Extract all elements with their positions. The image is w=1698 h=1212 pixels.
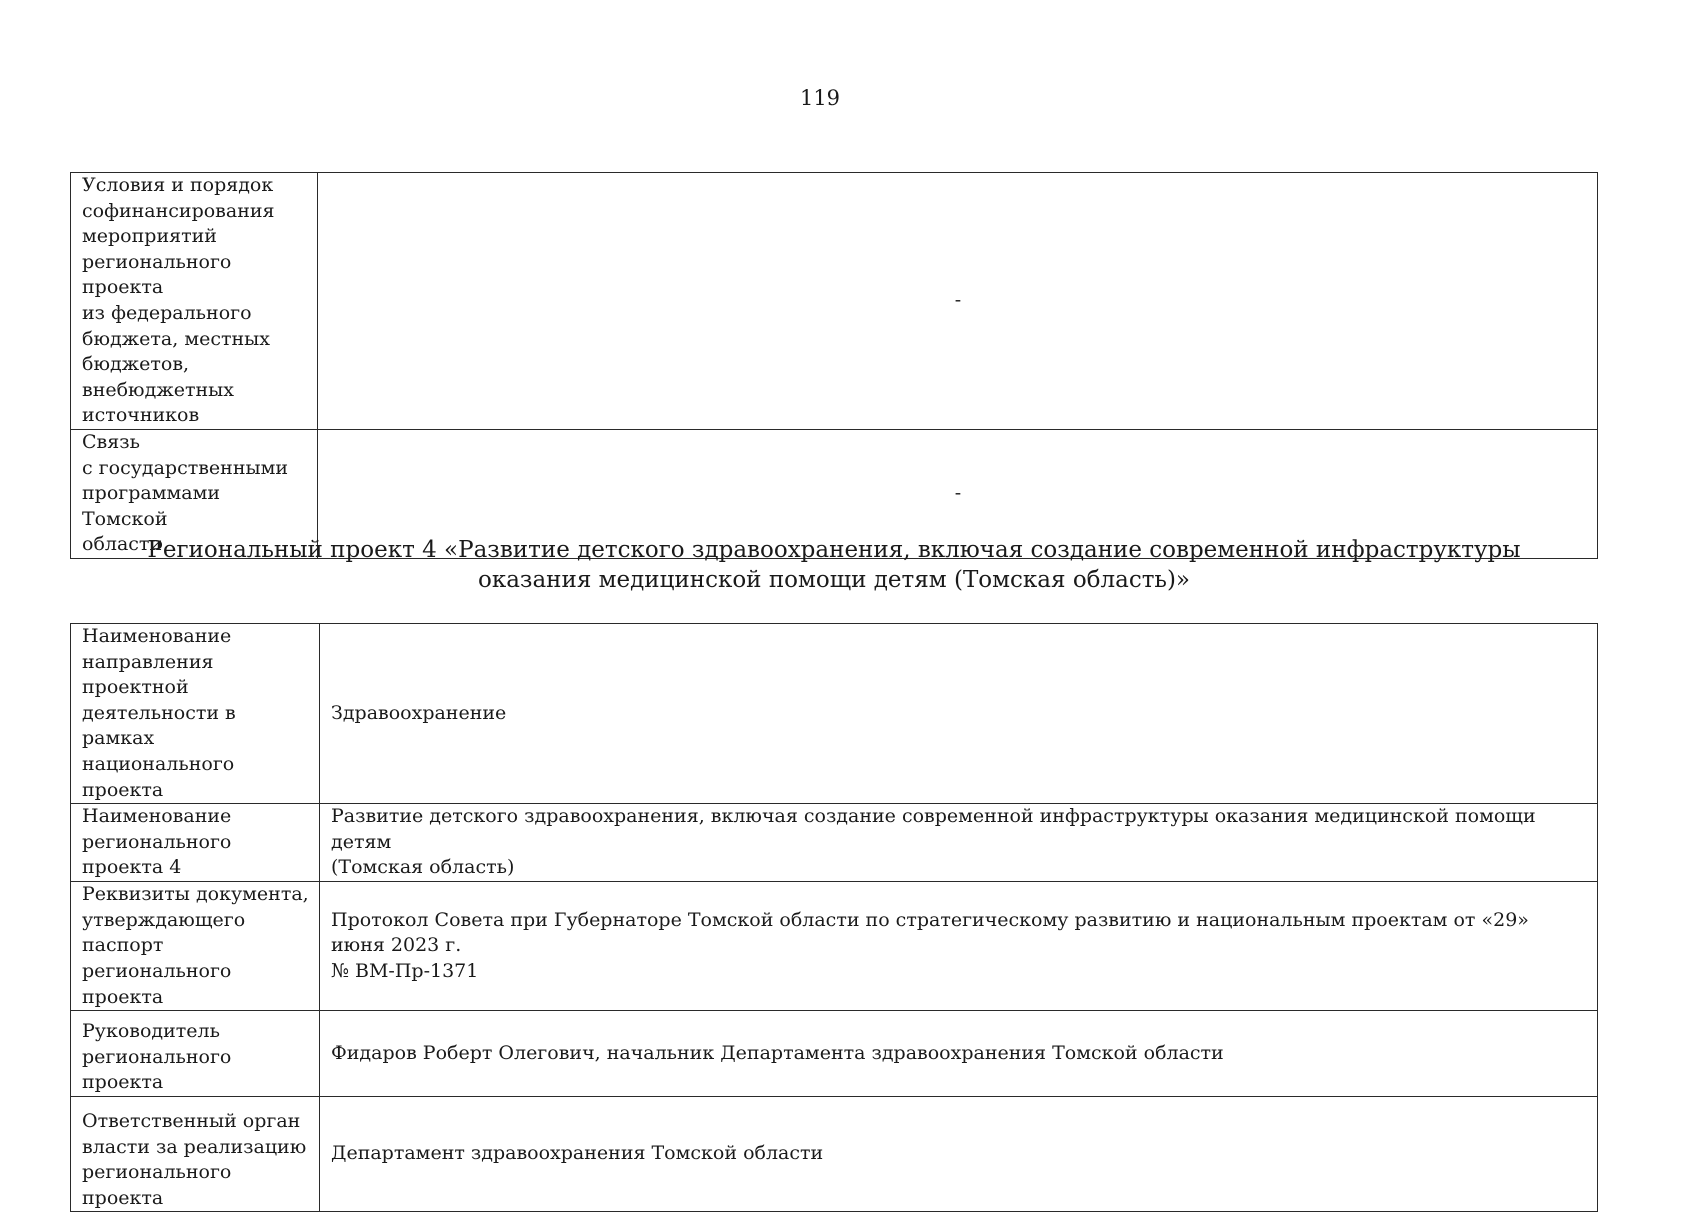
value-line: Департамент здравоохранения Томской области [331, 1142, 824, 1165]
page-number: 119 [799, 86, 841, 110]
row-value [320, 624, 1598, 804]
label-line: источников [82, 404, 200, 427]
row-label [71, 804, 320, 882]
cofinancing-table [70, 172, 1598, 559]
label-line: паспорт регионального [82, 934, 232, 982]
label-line: Связь [82, 430, 140, 453]
table-row [71, 1011, 1598, 1097]
table-row [71, 1096, 1598, 1211]
label-line: регионального проекта [82, 1045, 232, 1094]
label-line: проекта [82, 985, 164, 1008]
table-row [71, 624, 1598, 804]
label-line: внебюджетных [82, 378, 235, 401]
row-value: - [318, 429, 1598, 558]
label-line: утверждающего [82, 908, 246, 931]
value-line: (Томская область) [331, 856, 515, 879]
table-row [71, 173, 1598, 430]
heading-line: Региональный проект 4 «Развитие детского здравоохранения, включая создание современной инфраструктуры [147, 537, 1521, 563]
row-value [320, 1096, 1598, 1211]
project-passport-table [70, 623, 1598, 1212]
label-line: Наименование [82, 625, 232, 647]
heading-line: оказания медицинской помощи детям (Томская область)» [477, 567, 1191, 593]
label-line: проектной [82, 676, 189, 699]
row-value [320, 804, 1598, 882]
label-line: мероприятий [82, 225, 217, 248]
row-value [320, 1011, 1598, 1097]
row-label [71, 624, 320, 804]
label-line: из федерального [82, 301, 252, 324]
label-line: области [82, 533, 163, 556]
label-line: регионального проекта [82, 1161, 232, 1209]
label-line: с государственными [82, 456, 289, 479]
label-line: власти за реализацию [82, 1135, 307, 1158]
value-line: Развитие детского здравоохранения, включая создание современной инфраструктуры оказания медицинской помощи детям [331, 805, 1536, 853]
label-line: Наименование [82, 805, 232, 828]
table-row [71, 804, 1598, 882]
table-row [71, 882, 1598, 1011]
row-value [320, 882, 1598, 1011]
section-heading [70, 535, 1598, 595]
row-label [71, 1011, 320, 1097]
label-line: Реквизиты документа, [82, 883, 309, 906]
label-line: бюджетов, [82, 353, 190, 376]
label-line: направления [82, 650, 214, 673]
value-line: Фидаров Роберт Олегович, начальник Департамента здравоохранения Томской области [331, 1041, 1224, 1064]
value-line: Здравоохранение [331, 701, 507, 724]
label-line: регионального [82, 830, 232, 853]
label-line: программами Томской [82, 482, 221, 530]
label-line: Руководитель [82, 1020, 220, 1043]
value-line: № ВМ-Пр-1371 [331, 959, 479, 982]
label-line: деятельности в рамках [82, 701, 236, 750]
label-line: национального проекта [82, 752, 235, 801]
label-line: регионального проекта [82, 250, 232, 299]
label-line: бюджета, местных [82, 327, 270, 350]
label-line: софинансирования [82, 199, 275, 222]
row-label [71, 173, 318, 430]
value-line: Протокол Совета при Губернаторе Томской области по стратегическому развитию и национальным проектам от «29» июня 2023 г. [331, 908, 1529, 957]
label-line: проекта 4 [82, 856, 182, 879]
label-line: Условия и порядок [82, 174, 274, 196]
row-value: - [318, 173, 1598, 430]
row-label [71, 882, 320, 1011]
label-line: Ответственный орган [82, 1109, 301, 1132]
row-label [71, 1096, 320, 1211]
